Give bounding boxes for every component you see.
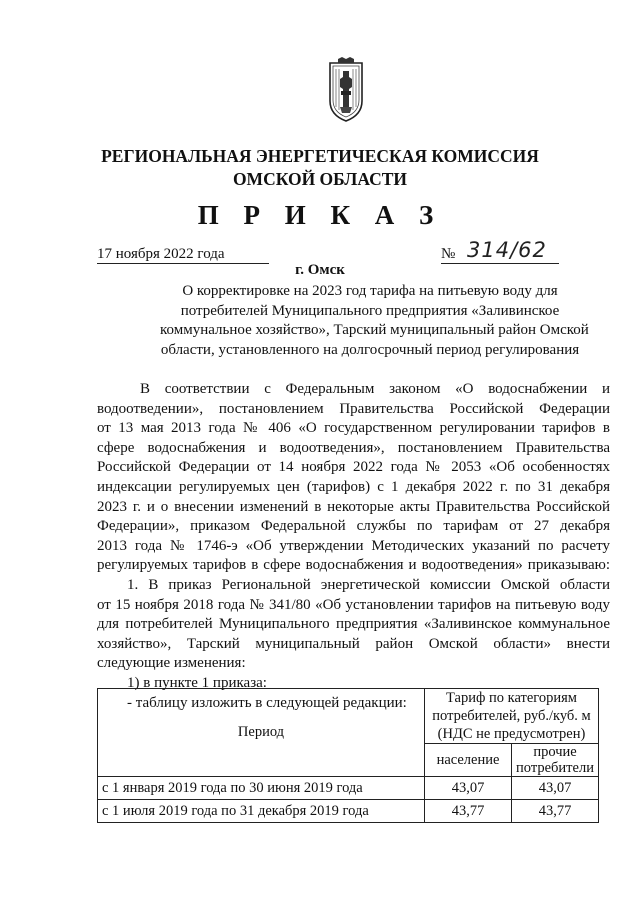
body-line: 1) в пункте 1 приказа: (127, 674, 267, 691)
subject-line: О корректировке на 2023 год тарифа на питьевую воду для (182, 283, 558, 299)
table-row (98, 800, 599, 823)
other-header-line: потребители (516, 760, 594, 776)
order-number-handwritten: 314/62 (467, 238, 547, 262)
body-line: от 13 мая 2013 года № 406 «О государственном регулировании тарифов в (97, 420, 610, 437)
body-line: регулируемых тарифов в сфере водоснабжения и водоотведения» приказываю: (97, 557, 610, 574)
body-line: Федерации», приказом Федеральной службы по тарифам от 27 декабря (97, 518, 610, 535)
city: г. Омск (295, 262, 345, 278)
body-line: Российской Федерации от 14 ноября 2022 года № 2053 «Об особенностях (97, 459, 610, 476)
body-line: хозяйство», Тарский муниципальный район Омской области» внести (97, 635, 610, 652)
order-subject (160, 282, 589, 360)
body-line: 2013 года № 1746-э «Об утверждении Методических указаний по расчету (97, 537, 610, 554)
period-cell: с 1 июля 2019 года по 31 декабря 2019 года (98, 800, 425, 823)
body-line: для потребителей Муниципального предприятия «Заливинское коммунальное (97, 616, 610, 633)
tariff-header (425, 689, 599, 744)
body-line: от 15 ноября 2018 года № 341/80 «Об установлении тарифов на питьевую воду (97, 596, 610, 613)
body-line: 1. В приказ Региональной энергетической комиссии Омской области (127, 576, 610, 593)
body-line: В соответствии с Федеральным законом «О водоснабжении и (140, 381, 610, 397)
other-header-line: прочие (533, 744, 577, 760)
subject-line: потребителей Муниципального предприятия «Заливинское (180, 302, 560, 319)
organization-name-line1: РЕГИОНАЛЬНАЯ ЭНЕРГЕТИЧЕСКАЯ КОМИССИЯ (101, 146, 539, 166)
tariff-header-line: Тариф по категориям (446, 690, 577, 706)
population-column-header: население (425, 744, 512, 777)
number-sign: № (441, 246, 456, 262)
table-row (98, 777, 599, 800)
omsk-coat-of-arms-icon (326, 57, 366, 123)
other-consumers-column-header (512, 744, 599, 777)
other-tariff-cell: 43,07 (512, 777, 599, 800)
subject-line: коммунальное хозяйство», Тарский муниципальный район Омской (160, 322, 589, 338)
order-body (97, 380, 610, 713)
tariff-header-line: потребителей, руб./куб. м (432, 708, 591, 724)
tariff-table (97, 688, 599, 823)
organization-name-line2: ОМСКОЙ ОБЛАСТИ (232, 169, 408, 189)
body-line: сфере водоснабжения и водоотведения», постановлением Правительства (97, 439, 610, 456)
body-line: следующие изменения: (97, 655, 246, 672)
population-tariff-cell: 43,77 (425, 800, 512, 823)
period-header: Период (98, 689, 425, 777)
body-line: индексации регулируемых цен (тарифов) с 1 декабря 2022 г. по 31 декабря (97, 478, 610, 495)
document-type-title: П Р И К А З (197, 200, 443, 230)
body-line: 2023 г. и о внесении изменений в некоторые акты Правительства Российской (97, 498, 610, 515)
other-tariff-cell: 43,77 (512, 800, 599, 823)
subject-line: области, установленного на долгосрочный период регулирования (160, 341, 580, 358)
population-tariff-cell: 43,07 (425, 777, 512, 800)
order-date: 17 ноября 2022 года (97, 246, 269, 264)
tariff-header-line: (НДС не предусмотрен) (437, 726, 586, 742)
body-line: водоотведении», постановлением Правительства Российской Федерации (97, 400, 610, 417)
period-cell: с 1 января 2019 года по 30 июня 2019 года (98, 777, 425, 800)
body-line: - таблицу изложить в следующей редакции: (127, 694, 407, 711)
order-number-field (441, 238, 559, 264)
